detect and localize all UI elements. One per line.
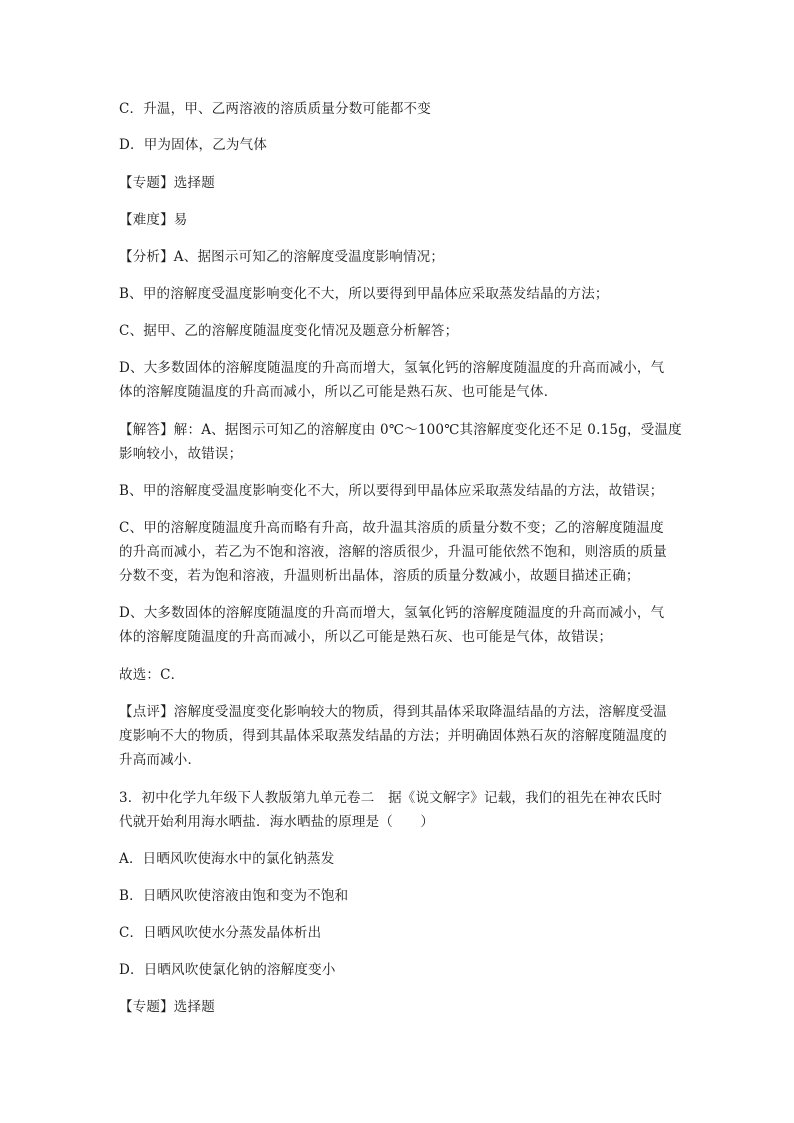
comment-line-1: 【点评】溶解度受温度变化影响较大的物质，得到其晶体采取降温结晶的方法，溶解度受温: [119, 704, 667, 720]
analysis-line-b: B、甲的溶解度受温度影响变化不大，所以要得到甲晶体应采取蒸发结晶的方法；: [119, 286, 609, 302]
analysis-line-c: C、据甲、乙的溶解度随温度变化情况及题意分析解答；: [119, 323, 459, 339]
answer-line-d2: 体的溶解度随温度的升高而减小，所以乙可能是熟石灰、也可能是气体，故错误；: [119, 629, 613, 645]
comment-line-3: 升高而减小．: [119, 752, 202, 768]
answer-line-a1: 【解答】解：A、据图示可知乙的溶解度由 0℃～100℃其溶解度变化还不足 0.15g，受温度: [119, 422, 682, 438]
q3-option-d: D．日晒风吹使氯化钠的溶解度变小: [119, 962, 336, 978]
answer-line-c1: C、甲的溶解度随温度升高而略有升高，故升温其溶质的质量分数不变；乙的溶解度随温度: [119, 520, 664, 536]
question-3-line-1: 3．初中化学九年级下人教版第九单元卷二 据《说文解字》记载，我们的祖先在神农氏时: [119, 790, 663, 806]
topic-label: 【专题】选择题: [119, 175, 215, 191]
difficulty-label: 【难度】易: [119, 212, 188, 228]
q3-option-b: B．日晒风吹使溶液由饱和变为不饱和: [119, 888, 349, 904]
answer-line-d1: D、大多数固体的溶解度随温度的升高而增大，氢氧化钙的溶解度随温度的升高而减小，气: [119, 605, 665, 621]
q3-option-a: A．日晒风吹使海水中的氯化钠蒸发: [119, 851, 335, 867]
analysis-line-a: 【分析】A、据图示可知乙的溶解度受温度影响情况；: [119, 249, 445, 265]
comment-line-2: 度影响不大的物质，得到其晶体采取蒸发结晶的方法；并明确固体熟石灰的溶解度随温度的: [119, 728, 667, 744]
analysis-line-d1: D、大多数固体的溶解度随温度的升高而增大，氢氧化钙的溶解度随温度的升高而减小，气: [119, 360, 665, 376]
option-d-text: D．甲为固体，乙为气体: [119, 137, 268, 153]
q3-topic-label: 【专题】选择题: [119, 999, 215, 1015]
answer-line-c3: 分数不变，若为饱和溶液，升温则析出晶体，溶质的质量分数减小，故题目描述正确；: [119, 568, 640, 584]
analysis-line-d2: 体的溶解度随温度的升高而减小，所以乙可能是熟石灰、也可能是气体．: [119, 384, 558, 400]
final-choice: 故选：C．: [119, 667, 185, 683]
answer-line-c2: 的升高而减小，若乙为不饱和溶液，溶解的溶质很少，升温可能依然不饱和，则溶质的质量: [119, 544, 667, 560]
question-3-line-2: 代就开始利用海水晒盐．海水晒盐的原理是（ ）: [119, 814, 435, 830]
answer-line-a2: 影响较小，故错误；: [119, 446, 243, 462]
answer-line-b: B、甲的溶解度受温度影响变化不大，所以要得到甲晶体应采取蒸发结晶的方法，故错误；: [119, 483, 664, 499]
q3-option-c: C．日晒风吹使水分蒸发晶体析出: [119, 925, 322, 941]
option-c-text: C．升温，甲、乙两溶液的溶质质量分数可能都不变: [119, 101, 431, 117]
